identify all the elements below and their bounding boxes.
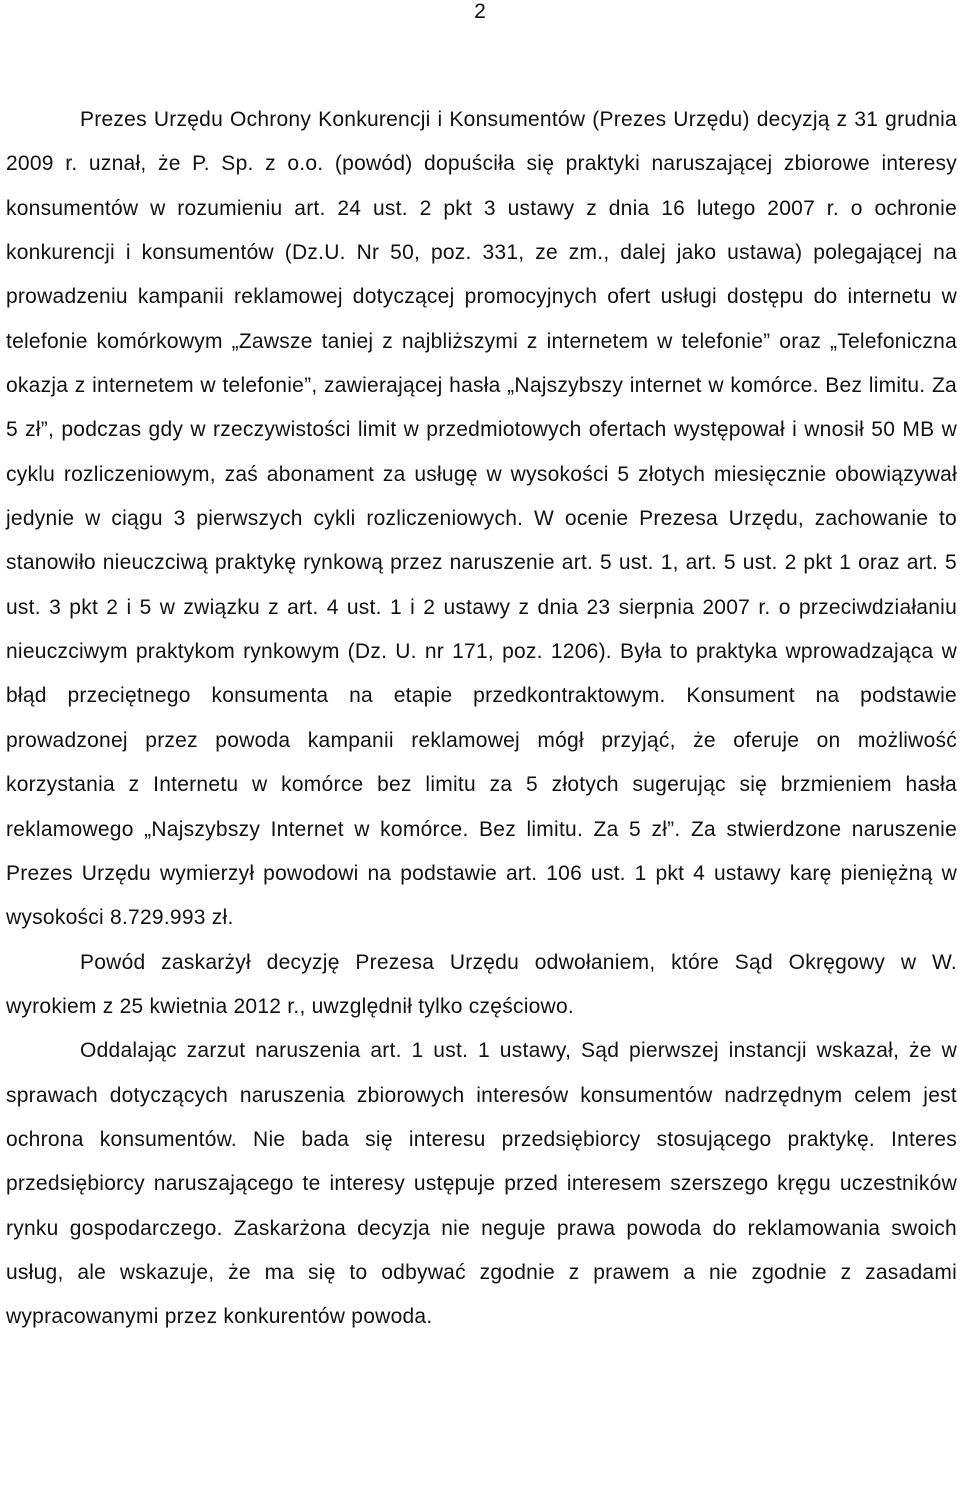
paragraph-decision: Prezes Urzędu Ochrony Konkurencji i Konsumentów (Prezes Urzędu) decyzją z 31 grudnia 2009 r. uznał, że P. Sp. z o.o. (powód) dopuściła się praktyki naruszającej zbiorowe interesy konsumentów w rozumieniu art. 24 ust. 2 pkt 3 ustawy z dnia 16 lutego 2007 r. o ochronie konkurencji i konsumentów (Dz.U. Nr 50, poz. 331, ze zm., dalej jako ustawa) polegającej na prowadzeniu kampanii reklamowej dotyczącej promocyjnych ofert usługi dostępu do internetu w telefonie komórkowym „Zawsze taniej z najbliższymi z internetem w telefonie” oraz „Telefoniczna okazja z internetem w telefonie”, zawierającej hasła „Najszybszy internet w komórce. Bez limitu. Za 5 zł”, podczas gdy w rzeczywistości limit w przedmiotowych ofertach występował i wnosił 50 MB w cyklu rozliczeniowym, zaś abonament za usługę w wysokości 5 złotych miesięcznie obowiązywał jedynie w ciągu 3 pierwszych cykli rozliczeniowych. W ocenie Prezesa Urzędu, zachowanie to stanowiło nieuczciwą praktykę rynkową przez naruszenie art. 5 ust. 1, art. 5 ust. 2 pkt 1 oraz art. 5 ust. 3 pkt 2 i 5 w związku z art. 4 ust. 1 i 2 ustawy z dnia 23 sierpnia 2007 r. o przeciwdziałaniu nieuczciwym praktykom rynkowym (Dz. U. nr 171, poz. 1206). Była to praktyka wprowadzająca w błąd przeciętnego konsumenta na etapie przedkontraktowym. Konsument na podstawie prowadzonej przez powoda kampanii reklamowej mógł przyjąć, że oferuje on możliwość korzystania z Internetu w komórce bez limitu za 5 złotych sugerując się brzmieniem hasła reklamowego „Najszybszy Internet w komórce. Bez limitu. Za 5 zł”. Za stwierdzone naruszenie Prezes Urzędu wymierzył powodowi na podstawie art. 106 ust. 1 pkt 4 ustawy karę pieniężną w wysokości 8.729.993 zł. (6, 108, 957, 930)
paragraph-court-reasoning: Oddalając zarzut naruszenia art. 1 ust. 1 ustawy, Sąd pierwszej instancji wskazał, że w sprawach dotyczących naruszenia zbiorowych interesów konsumentów nadrzędnym celem jest ochrona konsumentów. Nie bada się interesu przedsiębiorcy stosującego praktykę. Interes przedsiębiorcy naruszającego te interesy ustępuje przed interesem szerszego kręgu uczestników rynku gospodarczego. Zaskarżona decyzja nie neguje prawa powoda do reklamowania swoich usług, ale wskazuje, że ma się to odbywać zgodnie z prawem a nie zgodnie z zasadami wypracowanymi przez konkurentów powoda. (6, 1039, 957, 1329)
document-body (6, 98, 957, 1340)
paragraph-appeal: Powód zaskarżył decyzję Prezesa Urzędu odwołaniem, które Sąd Okręgowy w W. wyrokiem z 25 kwietnia 2012 r., uwzględnił tylko częściowo. (6, 950, 957, 1018)
page-number: 2 (474, 0, 486, 23)
